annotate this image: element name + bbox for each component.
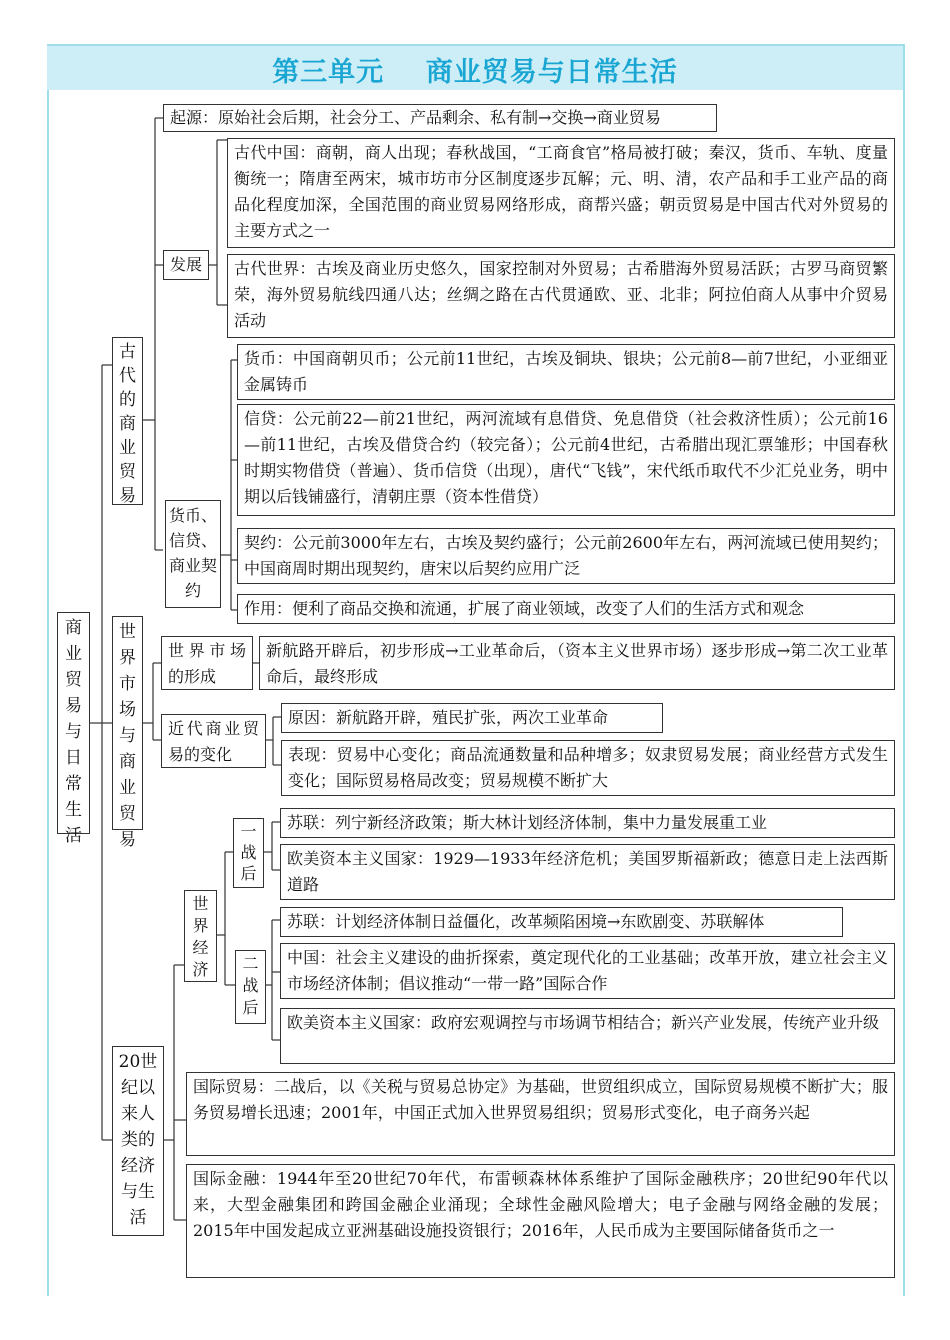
- contract-box: [237, 528, 895, 584]
- effect-box: [237, 594, 895, 624]
- origin-text: 起源：原始社会后期，社会分工、产品剩余、私有制→交换→商业贸易: [170, 108, 661, 127]
- node-development: [163, 250, 209, 280]
- money-text: 货币：中国商朝贝币；公元前11世纪，古埃及铜块、银块；公元前8—前7世纪，小亚细亚金属铸币: [244, 349, 888, 394]
- market-formation-text: 新航路开辟后，初步形成→工业革命后，（资本主义世界市场）逐步形成→第二次工业革命后，最终形成: [266, 641, 888, 686]
- credit-box: [237, 404, 895, 516]
- trade-text: 国际贸易：二战后，以《关税与贸易总协定》为基础，世贸组织成立，国际贸易规模不断扩大；服务贸易增长迅速；2001年，中国正式加入世界贸易组织；贸易形式变化，电子商务兴起: [193, 1077, 888, 1122]
- node-world-economy: [184, 890, 217, 982]
- money-box: [237, 344, 895, 400]
- 20th-century-label: 20世纪以来人类的经济与生活: [118, 1052, 158, 1228]
- dev-china-text: 古代中国：商朝，商人出现；春秋战国，“工商食官”格局被打破；秦汉，货币、车轨、度量衡统一；隋唐至两宋，城市坊市分区制度逐步瓦解；元、明、清，农产品和手工业产品的商品化程度加深，全国范围的商业贸易网络形成，商帮兴盛；朝贡贸易是中国古代对外贸易的主要方式之一: [234, 143, 888, 240]
- after-ww1-label: 一战后: [240, 822, 257, 883]
- origin-box: [163, 104, 717, 132]
- market-formation-box: [259, 636, 895, 690]
- root-node: [57, 612, 90, 846]
- page-title: 第三单元 商业贸易与日常生活: [272, 57, 678, 88]
- trade-box: [186, 1072, 895, 1156]
- node-20th-century: [112, 1046, 164, 1236]
- finance-text: 国际金融：1944年至20世纪70年代，布雷顿森林体系维护了国际金融秩序；20世纪90年代以来，大型金融集团和跨国金融企业涌现；全球性金融风险增大；电子金融与网络金融的发展；2015年中国发起成立亚洲基础设施投资银行；2016年，人民币成为主要国际储备货币之一: [193, 1169, 888, 1240]
- title-bar: [47, 44, 903, 90]
- dev-world-box: [227, 254, 895, 338]
- market-formation-node: [161, 636, 253, 690]
- world-market-label: 世界市场与商业贸易: [119, 622, 136, 850]
- money-credit-label: 货币、信贷、商业契约: [168, 506, 217, 600]
- ww1-ussr-box: [280, 808, 895, 838]
- show-text: 表现：贸易中心变化；商品流通数量和品种增多；奴隶贸易发展；商业经营方式发生变化；国际贸易格局改变；贸易规模不断扩大: [288, 745, 888, 790]
- root-label: 商业贸易与日常生活: [65, 618, 82, 846]
- ww2-ussr-text: 苏联：计划经济体制日益僵化，改革频陷困境→东欧剧变、苏联解体: [287, 912, 765, 931]
- show-box: [281, 740, 895, 796]
- after-ww2-label: 二战后: [242, 954, 259, 1017]
- finance-box: [186, 1164, 895, 1278]
- contract-text: 契约：公元前3000年左右，古埃及契约盛行；公元前2600年左右，两河流域已使用契约；中国商周时期出现契约，唐宋以后契约应用广泛: [244, 533, 888, 578]
- ww2-west-text: 欧美资本主义国家：政府宏观调控与市场调节相结合；新兴产业发展，传统产业升级: [287, 1013, 880, 1032]
- development-label: 发展: [169, 255, 202, 274]
- dev-china-box: [227, 138, 895, 248]
- ww2-china-box: [280, 943, 895, 999]
- node-money-credit: [165, 500, 221, 608]
- cause-box: [281, 703, 663, 733]
- market-formation-label: 世界市场的形成: [168, 641, 246, 686]
- ww1-west-text: 欧美资本主义国家：1929—1933年经济危机；美国罗斯福新政；德意日走上法西斯道路: [287, 849, 888, 894]
- world-economy-label: 世界经济: [192, 894, 209, 979]
- ww2-ussr-box: [280, 907, 843, 937]
- ancient-trade-label: 古代的商业贸易: [119, 342, 136, 506]
- credit-text: 信贷：公元前22—前21世纪，两河流域有息借贷、免息借贷（社会救济性质）；公元前16—前11世纪，古埃及借贷合约（较完备）；公元前4世纪，古希腊出现汇票雏形；中国春秋时期实物借贷（普遍）、货币信贷（出现），唐代“飞钱”，宋代纸币取代不少汇兑业务，明中期以后钱铺盛行，清朝庄票（资本性借贷）: [244, 409, 888, 506]
- modern-trade-label: 近代商业贸易的变化: [168, 719, 259, 764]
- dev-world-text: 古代世界：古埃及商业历史悠久，国家控制对外贸易；古希腊海外贸易活跃；古罗马商贸繁荣，海外贸易航线四通八达；丝绸之路在古代贯通欧、亚、北非；阿拉伯商人从事中介贸易活动: [234, 259, 888, 330]
- node-ancient-trade: [112, 337, 143, 505]
- ww1-west-box: [280, 844, 895, 900]
- cause-text: 原因：新航路开辟，殖民扩张，两次工业革命: [288, 708, 609, 727]
- node-after-ww1: [233, 818, 264, 888]
- ww1-ussr-text: 苏联：列宁新经济政策；斯大林计划经济体制，集中力量发展重工业: [287, 813, 768, 832]
- node-after-ww2: [235, 950, 266, 1024]
- ww2-china-text: 中国：社会主义建设的曲折探索，奠定现代化的工业基础；改革开放，建立社会主义市场经济体制；倡议推动“一带一路”国际合作: [287, 948, 888, 993]
- node-world-market: [112, 616, 143, 850]
- ww2-west-box: [280, 1008, 895, 1064]
- modern-trade-node: [161, 714, 266, 768]
- effect-text: 作用：便利了商品交换和流通，扩展了商业领域，改变了人们的生活方式和观念: [244, 599, 805, 618]
